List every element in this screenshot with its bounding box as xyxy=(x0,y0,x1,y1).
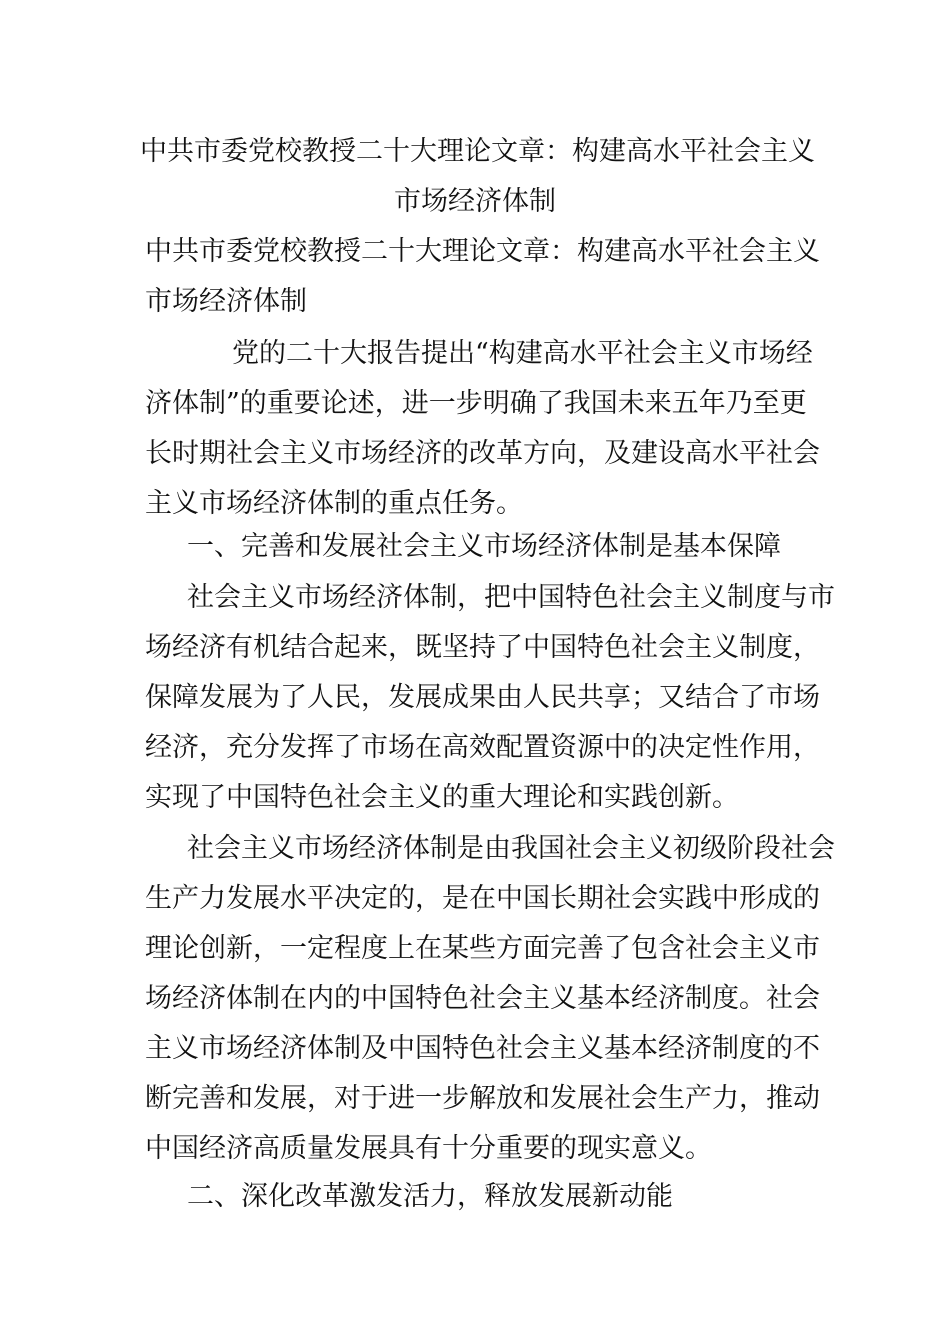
intro-line-3: 长时期社会主义市场经济的改革方向，及建设高水平社会 xyxy=(145,438,820,469)
paragraph-2-line-7: 中国经济高质量发展具有十分重要的现实意义。 xyxy=(145,1133,712,1164)
paragraph-1-line-3: 保障发展为了人民，发展成果由人民共享；又结合了市场 xyxy=(145,682,820,713)
paragraph-2-line-4: 场经济体制在内的中国特色社会主义基本经济制度。社会 xyxy=(145,983,820,1014)
paragraph-1-line-5: 实现了中国特色社会主义的重大理论和实践创新。 xyxy=(145,782,739,813)
intro-line-2: 济体制”的重要论述，进一步明确了我国未来五年乃至更 xyxy=(145,388,807,419)
subtitle-line-2: 市场经济体制 xyxy=(145,286,307,317)
section-heading-1: 一、完善和发展社会主义市场经济体制是基本保障 xyxy=(187,531,781,562)
paragraph-2-line-2: 生产力发展水平决定的，是在中国长期社会实践中形成的 xyxy=(145,883,820,914)
intro-line-4: 主义市场经济体制的重点任务。 xyxy=(145,488,523,519)
paragraph-2-line-3: 理论创新，一定程度上在某些方面完善了包含社会主义市 xyxy=(145,933,820,964)
subtitle-line-1: 中共市委党校教授二十大理论文章：构建高水平社会主义 xyxy=(145,236,820,267)
paragraph-1-line-2: 场经济有机结合起来，既坚持了中国特色社会主义制度， xyxy=(145,632,820,663)
intro-line-1: 党的二十大报告提出“构建高水平社会主义市场经 xyxy=(232,338,813,369)
paragraph-2-line-1: 社会主义市场经济体制是由我国社会主义初级阶段社会 xyxy=(187,833,835,864)
paragraph-2-line-6: 断完善和发展，对于进一步解放和发展社会生产力，推动 xyxy=(145,1083,820,1114)
paragraph-2-line-5: 主义市场经济体制及中国特色社会主义基本经济制度的不 xyxy=(145,1033,820,1064)
section-heading-2: 二、深化改革激发活力，释放发展新动能 xyxy=(187,1181,673,1212)
document-title-line-1: 中共市委党校教授二十大理论文章：构建高水平社会主义 xyxy=(140,136,815,167)
paragraph-1-line-1: 社会主义市场经济体制，把中国特色社会主义制度与市 xyxy=(187,582,835,613)
paragraph-1-line-4: 经济，充分发挥了市场在高效配置资源中的决定性作用， xyxy=(145,732,820,763)
document-title-line-2: 市场经济体制 xyxy=(394,186,556,217)
